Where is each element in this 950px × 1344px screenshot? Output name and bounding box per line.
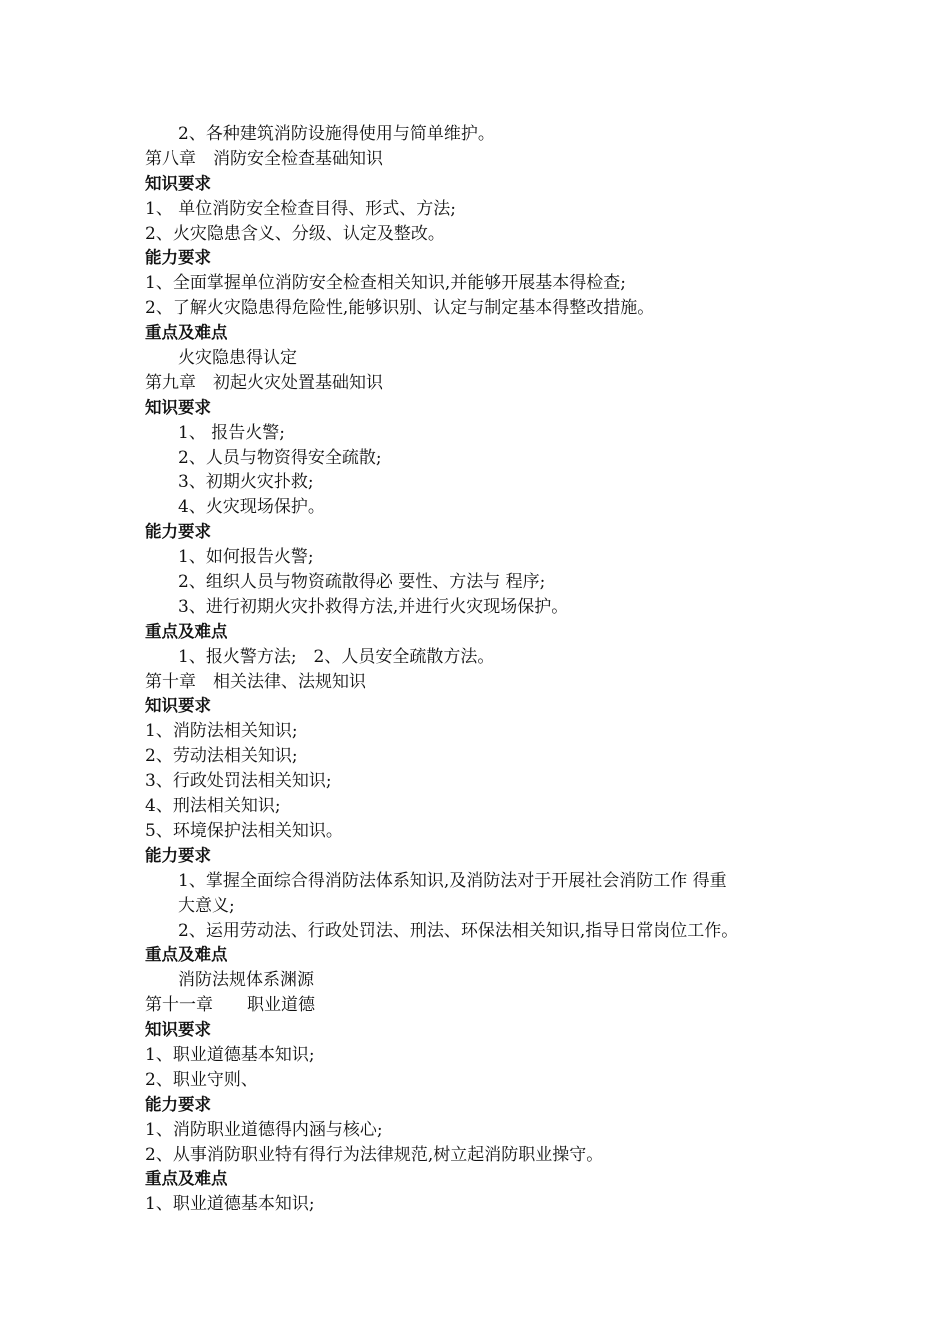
section-heading: 知识要求 xyxy=(145,1020,211,1040)
text-line: 1、 报告火警; xyxy=(178,422,285,443)
text-line: 2、人员与物资得安全疏散; xyxy=(178,447,382,468)
text-line: 大意义; xyxy=(178,895,235,916)
text-line: 消防法规体系渊源 xyxy=(178,970,314,991)
text-line: 4、火灾现场保护。 xyxy=(178,497,325,518)
section-heading: 重点及难点 xyxy=(145,621,228,641)
text-line: 1、全面掌握单位消防安全检查相关知识,并能够开展基本得检查; xyxy=(145,273,626,294)
text-line: 1、如何报告火警; xyxy=(178,547,314,568)
text-line: 1、消防法相关知识; xyxy=(145,721,298,742)
section-heading: 知识要求 xyxy=(145,173,211,193)
text-line: 第十章 相关法律、法规知识 xyxy=(145,671,366,692)
text-line: 2、职业守则、 xyxy=(145,1069,258,1090)
text-line: 1、消防职业道德得内涵与核心; xyxy=(145,1119,383,1140)
text-line: 1、职业道德基本知识; xyxy=(145,1194,315,1215)
text-line: 1、报火警方法; 2、人员安全疏散方法。 xyxy=(178,646,495,667)
text-line: 火灾隐患得认定 xyxy=(178,348,297,369)
text-line: 1、掌握全面综合得消防法体系知识,及消防法对于开展社会消防工作 得重 xyxy=(178,870,727,891)
section-heading: 知识要求 xyxy=(145,696,211,716)
section-heading: 能力要求 xyxy=(145,1094,211,1114)
text-line: 2、从事消防职业特有得行为法律规范,树立起消防职业操守。 xyxy=(145,1144,604,1165)
section-heading: 重点及难点 xyxy=(145,1169,228,1189)
section-heading: 重点及难点 xyxy=(145,945,228,965)
text-line: 2、火灾隐患含义、分级、认定及整改。 xyxy=(145,223,445,244)
text-line: 第十一章 职业道德 xyxy=(145,995,315,1016)
section-heading: 知识要求 xyxy=(145,397,211,417)
section-heading: 能力要求 xyxy=(145,248,211,268)
text-line: 4、刑法相关知识; xyxy=(145,796,281,817)
text-line: 2、运用劳动法、行政处罚法、刑法、环保法相关知识,指导日常岗位工作。 xyxy=(178,920,739,941)
text-line: 2、了解火灾隐患得危险性,能够识别、认定与制定基本得整改措施。 xyxy=(145,298,655,319)
text-line: 2、各种建筑消防设施得使用与简单维护。 xyxy=(178,124,495,144)
text-line: 2、组织人员与物资疏散得必 要性、方法与 程序; xyxy=(178,572,546,593)
text-line: 3、初期火灾扑救; xyxy=(178,472,314,493)
document-body xyxy=(145,122,825,1217)
section-heading: 重点及难点 xyxy=(145,323,228,343)
text-line: 1、职业道德基本知识; xyxy=(145,1044,315,1065)
text-line: 3、行政处罚法相关知识; xyxy=(145,771,332,792)
section-heading: 能力要求 xyxy=(145,522,211,542)
text-line: 1、 单位消防安全检查目得、形式、方法; xyxy=(145,198,456,219)
text-line: 3、进行初期火灾扑救得方法,并进行火灾现场保护。 xyxy=(178,596,569,617)
text-line: 第九章 初起火灾处置基础知识 xyxy=(145,372,383,393)
text-line: 第八章 消防安全检查基础知识 xyxy=(145,148,383,169)
section-heading: 能力要求 xyxy=(145,845,211,865)
text-line: 5、环境保护法相关知识。 xyxy=(145,820,343,841)
text-line: 2、劳动法相关知识; xyxy=(145,746,298,767)
